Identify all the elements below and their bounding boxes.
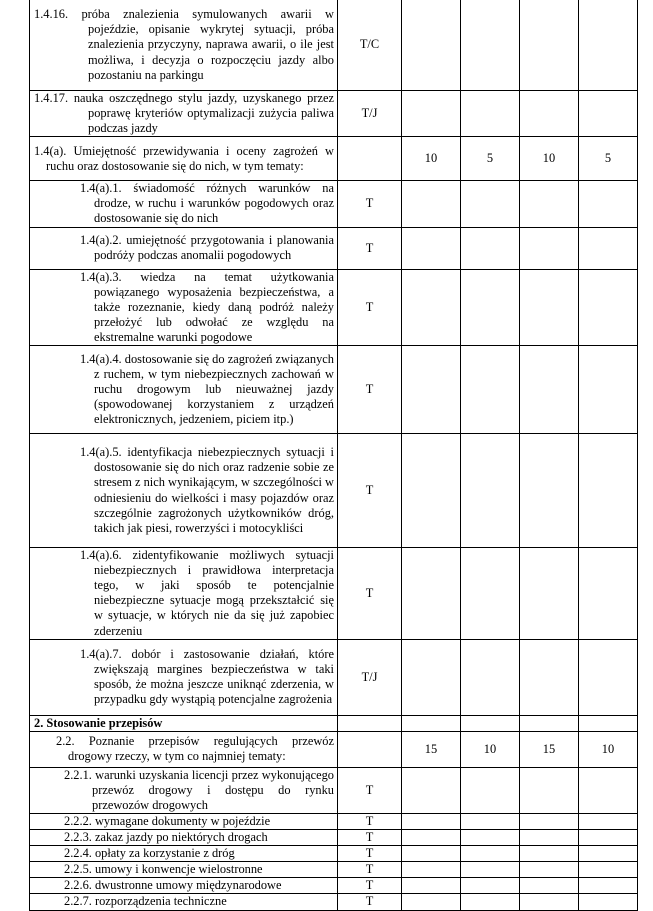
item-text — [30, 813, 338, 829]
item-text — [30, 269, 338, 345]
topic-description: 1.4.17. nauka oszczędnego stylu jazdy, uzyskanego przez poprawę kryteriów optymalizacji zużycia paliwa podczas jazdy — [34, 91, 334, 136]
hours-cell-empty — [402, 269, 461, 345]
hours-cell-empty — [520, 434, 579, 548]
item-text — [30, 91, 338, 137]
hours-cell-empty — [520, 548, 579, 640]
hours-cell-empty — [579, 548, 638, 640]
topic-title: 1.4(a). Umiejętność przewidywania i oceny zagrożeń w ruchu oraz dostosowanie się do nich, w tym tematy: — [34, 143, 334, 173]
hours-cell-2: 5 — [461, 137, 520, 181]
form-code-cell: T — [338, 269, 402, 345]
item-text — [30, 639, 338, 715]
hours-cell-empty — [579, 878, 638, 894]
topic-description: 2.2.2. wymagane dokumenty w pojeździe — [64, 813, 271, 828]
hours-cell-empty — [520, 346, 579, 434]
topic-header-row — [30, 731, 638, 767]
hours-cell-1: 10 — [402, 137, 461, 181]
hours-cell-empty — [579, 0, 638, 91]
topic-description: 1.4(a).6. zidentyfikowanie możliwych sytuacji niebezpiecznych i prawidłowa interpretacja tego, w jaki sposób te potencjalnie niebezpieczne sytuacje mogą przekształcić się w sytuacje, w których nie da się już zapobiec zderzeniu — [80, 548, 334, 638]
hours-cell-empty — [402, 639, 461, 715]
topic-description: 1.4(a).5. identyfikacja niebezpiecznych sytuacji i dostosowanie się do nich oraz radzenie sobie ze stresem z nich wynikającym, w szczególności w odniesieniu do wielkości i masy pojazdów oraz szczególnie zagrożonych użytkowników dróg, takich jak piesi, rowerzyści i motocykliści — [80, 445, 334, 535]
hours-cell-empty — [520, 767, 579, 813]
hours-cell-empty — [579, 894, 638, 910]
hours-cell-empty — [461, 894, 520, 910]
hours-cell-empty — [579, 91, 638, 137]
form-code-cell: T — [338, 227, 402, 269]
table-row — [30, 434, 638, 548]
item-text — [30, 0, 338, 91]
table-row — [30, 830, 638, 846]
form-code-cell: T/J — [338, 639, 402, 715]
hours-cell-3: 10 — [520, 137, 579, 181]
hours-cell-empty — [520, 894, 579, 910]
hours-cell-empty — [402, 0, 461, 91]
item-text — [30, 181, 338, 227]
hours-cell-empty — [520, 862, 579, 878]
hours-cell — [579, 715, 638, 731]
topic-title: 2.2. Poznanie przepisów regulujących przewóz drogowy rzeczy, w tym co najmniej tematy: — [56, 734, 334, 764]
hours-cell-empty — [520, 830, 579, 846]
hours-cell-1: 15 — [402, 731, 461, 767]
table-row — [30, 0, 638, 91]
form-code-cell: T — [338, 181, 402, 227]
topic-header-text — [30, 137, 338, 181]
hours-cell-empty — [402, 862, 461, 878]
form-code-cell: T — [338, 862, 402, 878]
hours-cell-empty — [461, 227, 520, 269]
topic-description: 2.2.7. rozporządzenia techniczne — [64, 894, 227, 909]
table-row — [30, 639, 638, 715]
table-row — [30, 862, 638, 878]
hours-cell-4: 10 — [579, 731, 638, 767]
form-code-cell: T — [338, 346, 402, 434]
hours-cell-empty — [461, 767, 520, 813]
form-code-cell: T — [338, 548, 402, 640]
hours-cell-4: 5 — [579, 137, 638, 181]
section-title: 2. Stosowanie przepisów — [30, 715, 338, 731]
table-row — [30, 767, 638, 813]
hours-cell-empty — [461, 639, 520, 715]
hours-cell-empty — [402, 894, 461, 910]
table-row — [30, 878, 638, 894]
hours-cell-empty — [402, 346, 461, 434]
item-text — [30, 862, 338, 878]
hours-cell-empty — [579, 846, 638, 862]
hours-cell-2: 10 — [461, 731, 520, 767]
hours-cell-empty — [520, 181, 579, 227]
hours-cell-empty — [461, 830, 520, 846]
topic-header-text — [30, 731, 338, 767]
item-text — [30, 846, 338, 862]
hours-cell-empty — [461, 878, 520, 894]
hours-cell-empty — [579, 434, 638, 548]
hours-cell-empty — [461, 91, 520, 137]
topic-description: 1.4(a).7. dobór i zastosowanie działań, które zwiększają margines bezpieczeństwa w taki sposób, że można jeszcze uniknąć zderzenia, w przypadku gdy wystąpią potencjalne zagrożenia — [80, 646, 334, 707]
hours-cell-empty — [520, 846, 579, 862]
hours-cell-empty — [402, 434, 461, 548]
hours-cell-empty — [402, 548, 461, 640]
hours-cell-empty — [402, 181, 461, 227]
hours-cell-empty — [579, 639, 638, 715]
hours-cell-empty — [461, 181, 520, 227]
hours-cell-empty — [461, 548, 520, 640]
form-code-cell — [338, 731, 402, 767]
table-row — [30, 346, 638, 434]
topic-description: 2.2.3. zakaz jazdy po niektórych drogach — [64, 830, 268, 845]
form-code-cell: T — [338, 894, 402, 910]
form-code-cell: T — [338, 434, 402, 548]
hours-cell-empty — [579, 830, 638, 846]
hours-cell-empty — [461, 813, 520, 829]
hours-cell — [461, 715, 520, 731]
hours-cell-empty — [579, 813, 638, 829]
topic-description: 2.2.5. umowy i konwencje wielostronne — [64, 862, 263, 877]
item-text — [30, 878, 338, 894]
topic-description: 2.2.1. warunki uzyskania licencji przez wykonującego przewóz drogowy i dostępu do rynku przewozów drogowych — [64, 767, 334, 812]
hours-cell-empty — [461, 434, 520, 548]
hours-cell-empty — [402, 813, 461, 829]
form-code-cell — [338, 137, 402, 181]
table-row — [30, 846, 638, 862]
hours-cell-empty — [402, 227, 461, 269]
hours-cell-empty — [520, 227, 579, 269]
hours-cell-empty — [579, 346, 638, 434]
form-code-cell: T — [338, 830, 402, 846]
hours-cell-empty — [520, 91, 579, 137]
hours-cell — [402, 715, 461, 731]
form-code-cell: T/J — [338, 91, 402, 137]
table-row — [30, 227, 638, 269]
hours-cell-3: 15 — [520, 731, 579, 767]
form-code-cell: T — [338, 813, 402, 829]
code-cell — [338, 715, 402, 731]
form-code-cell: T — [338, 767, 402, 813]
topic-description: 2.2.4. opłaty za korzystanie z dróg — [64, 846, 235, 861]
topic-description: 2.2.6. dwustronne umowy międzynarodowe — [64, 878, 282, 893]
hours-cell-empty — [520, 813, 579, 829]
hours-cell — [520, 715, 579, 731]
hours-cell-empty — [461, 269, 520, 345]
hours-cell-empty — [579, 862, 638, 878]
hours-cell-empty — [520, 878, 579, 894]
topic-description: 1.4.16. próba znalezienia symulowanych awarii w pojeździe, opisanie wykrytej sytuacji, próba znalezienia przyczyny, naprawa awarii, o ile jest możliwa, i decyzja o rozpoczęciu jazdy albo pozostaniu na parkingu — [34, 7, 334, 82]
item-text — [30, 767, 338, 813]
item-text — [30, 548, 338, 640]
table-row — [30, 894, 638, 910]
hours-cell-empty — [520, 639, 579, 715]
hours-cell-empty — [461, 346, 520, 434]
item-text — [30, 346, 338, 434]
table-row — [30, 181, 638, 227]
curriculum-table — [29, 0, 638, 911]
item-text — [30, 227, 338, 269]
table-row — [30, 813, 638, 829]
table-row — [30, 548, 638, 640]
item-text — [30, 830, 338, 846]
table-row — [30, 91, 638, 137]
form-code-cell: T — [338, 846, 402, 862]
section-row — [30, 715, 638, 731]
hours-cell-empty — [579, 227, 638, 269]
table-row — [30, 269, 638, 345]
hours-cell-empty — [520, 0, 579, 91]
hours-cell-empty — [402, 91, 461, 137]
form-code-cell: T/C — [338, 0, 402, 91]
item-text — [30, 434, 338, 548]
hours-cell-empty — [461, 862, 520, 878]
hours-cell-empty — [402, 830, 461, 846]
hours-cell-empty — [402, 767, 461, 813]
item-text — [30, 894, 338, 910]
topic-description: 1.4(a).2. umiejętność przygotowania i planowania podróży podczas anomalii pogodowych — [80, 232, 334, 263]
hours-cell-empty — [520, 269, 579, 345]
hours-cell-empty — [579, 181, 638, 227]
topic-description: 1.4(a).3. wiedza na temat użytkowania powiązanego wyposażenia bezpieczeństwa, a także rozeznanie, kiedy daną podróż należy przełożyć lub odwołać ze względu na ekstremalne warunki pogodowe — [80, 269, 334, 344]
hours-cell-empty — [402, 846, 461, 862]
hours-cell-empty — [579, 767, 638, 813]
topic-description: 1.4(a).1. świadomość różnych warunków na drodze, w ruchu i warunków pogodowych oraz dostosowanie się do nich — [80, 181, 334, 226]
hours-cell-empty — [461, 0, 520, 91]
hours-cell-empty — [402, 878, 461, 894]
form-code-cell: T — [338, 878, 402, 894]
topic-header-row — [30, 137, 638, 181]
topic-description: 1.4(a).4. dostosowanie się do zagrożeń związanych z ruchem, w tym niebezpiecznych zachowań w ruchu drogowym lub nieuważnej jazdy (spowodowanej korzystaniem z urządzeń elektronicznych, jedzeniem, piciem itp.) — [80, 351, 334, 427]
hours-cell-empty — [461, 846, 520, 862]
hours-cell-empty — [579, 269, 638, 345]
